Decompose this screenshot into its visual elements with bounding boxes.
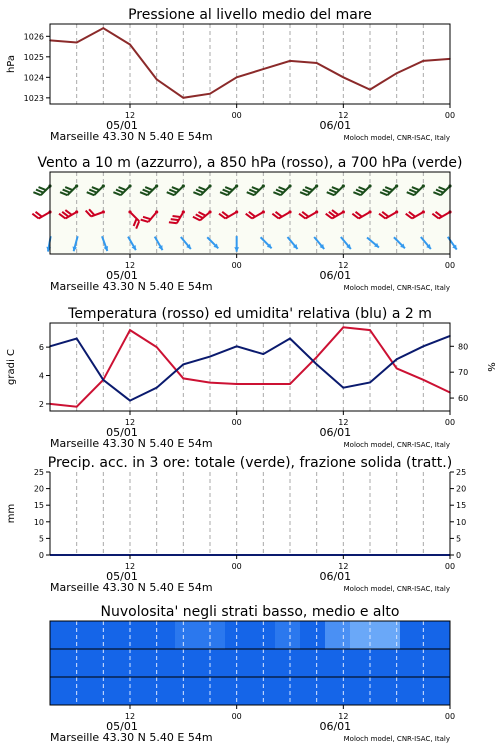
cloud-cell-alto bbox=[150, 621, 176, 649]
cloud-cell-basso bbox=[425, 677, 451, 705]
clouds-x-tick-label: 00 bbox=[231, 712, 242, 721]
wind-barb-origin bbox=[422, 184, 425, 187]
precipitation-y-tick-label-right: 10 bbox=[456, 517, 467, 527]
cloud-cell-alto bbox=[300, 621, 326, 649]
wind-barb-origin bbox=[208, 184, 211, 187]
humidity-line-point bbox=[316, 364, 318, 366]
cloud-cell-alto bbox=[75, 621, 101, 649]
cloud-cell-alto bbox=[425, 621, 451, 649]
wind-barb-origin bbox=[155, 210, 158, 213]
wind-barb-origin bbox=[422, 210, 425, 213]
precipitation-title: Precip. acc. in 3 ore: totale (verde), frazione solida (tratt.) bbox=[47, 455, 453, 471]
cloud-cell-alto bbox=[350, 621, 376, 649]
cloud-cell-basso bbox=[175, 677, 201, 705]
precipitation-y-tick-label: 5 bbox=[38, 534, 44, 544]
precipitation-y-tick-label: 25 bbox=[33, 468, 44, 477]
cloud-cell-medio bbox=[425, 649, 451, 677]
wind-barb-origin bbox=[368, 184, 371, 187]
wind-barb-origin bbox=[102, 210, 105, 213]
pressure-frame bbox=[50, 24, 450, 104]
cloud-cell-medio bbox=[200, 649, 226, 677]
pressure-line-point bbox=[369, 89, 371, 91]
cloud-cell-basso bbox=[200, 677, 226, 705]
precipitation-y-tick-label-right: 25 bbox=[456, 468, 467, 477]
cloud-cell-basso bbox=[400, 677, 426, 705]
pressure-line bbox=[50, 28, 450, 98]
cloud-cell-basso bbox=[75, 677, 101, 705]
wind-barb-feather bbox=[169, 222, 177, 223]
temperature-x-tick-label: 00 bbox=[231, 418, 242, 427]
humidity-line-point bbox=[129, 400, 131, 402]
wind-barb-origin bbox=[235, 210, 238, 213]
temperature-line-point bbox=[396, 368, 398, 370]
pressure-line-point bbox=[183, 97, 185, 99]
pressure-line-point bbox=[263, 68, 265, 70]
precipitation-y-tick-label: 0 bbox=[38, 551, 44, 560]
cloud-cell-medio bbox=[150, 649, 176, 677]
cloud-cell-alto bbox=[225, 621, 251, 649]
cloud-cell-alto bbox=[175, 621, 201, 649]
humidity-line-point bbox=[183, 364, 185, 366]
pressure-title: Pressione al livello medio del mare bbox=[128, 7, 372, 23]
cloud-cell-medio bbox=[175, 649, 201, 677]
precipitation-x-tick-label: 12 bbox=[124, 562, 136, 571]
wind-x-tick-label: 00 bbox=[444, 261, 456, 270]
wind-barb-origin bbox=[368, 210, 371, 213]
temperature-y-tick-label: 2 bbox=[38, 399, 44, 409]
temperature-ylabel: gradi C bbox=[6, 349, 17, 385]
cloud-cell-medio bbox=[350, 649, 376, 677]
pressure-line-point bbox=[129, 44, 131, 46]
cloud-cell-basso bbox=[150, 677, 176, 705]
cloud-cell-medio bbox=[50, 649, 76, 677]
cloud-cell-alto bbox=[250, 621, 276, 649]
cloud-cell-medio bbox=[225, 649, 251, 677]
temperature-x-tick-label: 12 bbox=[338, 418, 349, 427]
wind-850hPa-symbol bbox=[32, 210, 51, 218]
wind-barb-origin bbox=[182, 184, 185, 187]
temperature-x-tick-label: 12 bbox=[124, 418, 136, 427]
cloud-cell-alto bbox=[325, 621, 351, 649]
precipitation-date-label: 05/01 bbox=[106, 570, 138, 583]
pressure-y-tick-label: 1025 bbox=[23, 52, 44, 62]
temperature-date-label: 05/01 bbox=[106, 426, 138, 439]
cloud-cell-medio bbox=[75, 649, 101, 677]
wind-barb-origin bbox=[395, 184, 398, 187]
humidity-y-tick-label: 70 bbox=[458, 368, 469, 378]
pressure-date-label: 05/01 bbox=[106, 119, 138, 132]
pressure-y-tick-label: 1026 bbox=[23, 32, 44, 42]
precipitation-y-tick-label-right: 5 bbox=[456, 534, 462, 544]
pressure-line-point bbox=[76, 42, 78, 44]
pressure-model-credit: Moloch model, CNR-ISAC, Italy bbox=[343, 134, 450, 142]
clouds-date-label: 05/01 bbox=[106, 720, 138, 733]
temperature-title: Temperatura (rosso) ed umidita' relativa (blu) a 2 m bbox=[68, 306, 432, 322]
temperature-line-point bbox=[289, 383, 291, 385]
cloud-cell-alto bbox=[400, 621, 426, 649]
humidity-line-point bbox=[423, 345, 425, 347]
wind-barb-origin bbox=[342, 210, 345, 213]
clouds-location: Marseille 43.30 N 5.40 E 54m bbox=[50, 731, 213, 744]
wind-x-tick-label: 00 bbox=[231, 261, 242, 270]
wind-barb-origin bbox=[128, 184, 131, 187]
pressure-line-point bbox=[343, 77, 345, 79]
wind-date-label: 05/01 bbox=[106, 269, 138, 282]
wind-barb-origin bbox=[235, 184, 238, 187]
humidity-y-tick-label: 80 bbox=[458, 342, 469, 352]
humidity-line-point bbox=[396, 358, 398, 360]
humidity-line-point bbox=[369, 382, 371, 384]
humidity-ylabel: % bbox=[485, 362, 496, 372]
cloud-cell-alto bbox=[50, 621, 76, 649]
precipitation-y-tick-label: 15 bbox=[33, 501, 44, 511]
temperature-model-credit: Moloch model, CNR-ISAC, Italy bbox=[343, 441, 450, 449]
wind-700hPa-symbol bbox=[33, 184, 51, 195]
wind-barb-feather bbox=[36, 190, 43, 193]
wind-barb-feather bbox=[171, 219, 179, 220]
cloud-cell-medio bbox=[250, 649, 276, 677]
pressure-line-point bbox=[423, 60, 425, 62]
precipitation-location: Marseille 43.30 N 5.40 E 54m bbox=[50, 581, 213, 594]
humidity-line-point bbox=[156, 387, 158, 389]
clouds-date-label: 06/01 bbox=[319, 720, 352, 733]
cloud-cell-basso bbox=[125, 677, 151, 705]
temperature-y-tick-label: 4 bbox=[38, 371, 44, 381]
pressure-y-tick-label: 1024 bbox=[23, 73, 44, 83]
temperature-line-point bbox=[369, 329, 371, 331]
pressure-line-point bbox=[103, 27, 105, 29]
temperature-line-point bbox=[423, 379, 425, 381]
precipitation-y-tick-label-right: 0 bbox=[456, 551, 462, 560]
wind-barb-origin bbox=[262, 184, 265, 187]
pressure-line-point bbox=[289, 60, 291, 62]
pressure-line-point bbox=[209, 93, 211, 95]
temperature-y-tick-label: 6 bbox=[38, 343, 44, 353]
clouds-title: Nuvolosita' negli strati basso, medio e alto bbox=[100, 604, 400, 620]
pressure-line-point bbox=[156, 79, 158, 81]
wind-barb-origin bbox=[75, 210, 78, 213]
pressure-x-tick-label: 00 bbox=[444, 111, 456, 120]
wind-barb-feather bbox=[33, 192, 40, 195]
wind-barb-origin bbox=[155, 184, 158, 187]
temperature-line-point bbox=[129, 329, 131, 331]
cloud-cell-basso bbox=[50, 677, 76, 705]
humidity-line-point bbox=[289, 338, 291, 340]
wind-barb-origin bbox=[75, 184, 78, 187]
wind-barb-origin bbox=[128, 210, 131, 213]
cloud-cell-basso bbox=[275, 677, 301, 705]
wind-barb-feather bbox=[39, 187, 46, 190]
wind-date-label: 06/01 bbox=[319, 269, 352, 282]
precipitation-model-credit: Moloch model, CNR-ISAC, Italy bbox=[343, 585, 450, 593]
precipitation-y-tick-label: 10 bbox=[33, 517, 44, 527]
cloud-cell-basso bbox=[225, 677, 251, 705]
cloud-cell-medio bbox=[300, 649, 326, 677]
wind-barb-origin bbox=[262, 210, 265, 213]
pressure-date-label: 06/01 bbox=[319, 119, 352, 132]
cloud-cell-basso bbox=[250, 677, 276, 705]
wind-x-tick-label: 12 bbox=[124, 261, 136, 270]
temperature-line-point bbox=[183, 378, 185, 380]
temperature-line bbox=[50, 327, 450, 406]
temperature-date-label: 06/01 bbox=[319, 426, 352, 439]
precipitation-y-tick-label-right: 15 bbox=[456, 501, 467, 511]
wind-barb-origin bbox=[102, 184, 105, 187]
humidity-line-point bbox=[209, 356, 211, 358]
cloud-cell-basso bbox=[350, 677, 376, 705]
temperature-line-point bbox=[263, 383, 265, 385]
clouds-x-tick-label: 00 bbox=[444, 712, 456, 721]
temperature-line-point bbox=[236, 383, 238, 385]
humidity-line-point bbox=[103, 379, 105, 381]
pressure-x-tick-label: 12 bbox=[124, 111, 136, 120]
cloud-cell-basso bbox=[325, 677, 351, 705]
pressure-line-point bbox=[236, 77, 238, 79]
humidity-line-point bbox=[236, 345, 238, 347]
wind-model-credit: Moloch model, CNR-ISAC, Italy bbox=[343, 284, 450, 292]
cloud-cell-alto bbox=[200, 621, 226, 649]
wind-barb-origin bbox=[315, 210, 318, 213]
wind-barb-origin bbox=[208, 210, 211, 213]
temperature-x-tick-label: 00 bbox=[444, 418, 456, 427]
precipitation-x-tick-label: 00 bbox=[231, 562, 242, 571]
temperature-line-point bbox=[156, 346, 158, 348]
humidity-y-tick-label: 60 bbox=[458, 394, 469, 404]
pressure-x-tick-label: 00 bbox=[231, 111, 242, 120]
temperature-line-point bbox=[76, 406, 78, 408]
pressure-x-tick-label: 12 bbox=[338, 111, 349, 120]
humidity-line-point bbox=[263, 353, 265, 355]
humidity-line-point bbox=[76, 338, 78, 340]
cloud-cell-alto bbox=[125, 621, 151, 649]
wind-barb-origin bbox=[315, 184, 318, 187]
clouds-x-tick-label: 12 bbox=[338, 712, 349, 721]
cloud-cell-medio bbox=[125, 649, 151, 677]
precipitation-date-label: 06/01 bbox=[319, 570, 352, 583]
wind-barb-origin bbox=[182, 210, 185, 213]
cloud-cell-medio bbox=[400, 649, 426, 677]
wind-barb-origin bbox=[342, 184, 345, 187]
clouds-x-tick-label: 12 bbox=[124, 712, 136, 721]
wind-location: Marseille 43.30 N 5.40 E 54m bbox=[50, 280, 213, 293]
pressure-ylabel: hPa bbox=[6, 54, 17, 74]
pressure-y-tick-label: 1023 bbox=[23, 93, 44, 103]
pressure-line-point bbox=[316, 62, 318, 64]
temperature-line-point bbox=[343, 326, 345, 328]
wind-barb-origin bbox=[288, 210, 291, 213]
precipitation-y-tick-label: 20 bbox=[33, 484, 44, 494]
temperature-line-point bbox=[316, 356, 318, 358]
wind-barb-origin bbox=[288, 184, 291, 187]
cloud-cell-basso bbox=[300, 677, 326, 705]
cloud-cell-medio bbox=[275, 649, 301, 677]
precipitation-x-tick-label: 12 bbox=[338, 562, 349, 571]
wind-title: Vento a 10 m (azzurro), a 850 hPa (rosso), a 700 hPa (verde) bbox=[37, 155, 463, 171]
pressure-location: Marseille 43.30 N 5.40 E 54m bbox=[50, 130, 213, 143]
clouds-model-credit: Moloch model, CNR-ISAC, Italy bbox=[343, 735, 450, 743]
wind-barb-origin bbox=[395, 210, 398, 213]
cloud-cell-medio bbox=[325, 649, 351, 677]
temperature-line-point bbox=[209, 382, 211, 384]
cloud-cell-alto bbox=[275, 621, 301, 649]
precipitation-ylabel: mm bbox=[6, 503, 17, 524]
humidity-line-point bbox=[343, 387, 345, 389]
precipitation-y-tick-label-right: 20 bbox=[456, 484, 467, 494]
precipitation-x-tick-label: 00 bbox=[444, 562, 456, 571]
wind-barb-feather bbox=[173, 216, 181, 217]
temperature-location: Marseille 43.30 N 5.40 E 54m bbox=[50, 437, 213, 450]
wind-x-tick-label: 12 bbox=[338, 261, 349, 270]
pressure-line-point bbox=[396, 72, 398, 74]
